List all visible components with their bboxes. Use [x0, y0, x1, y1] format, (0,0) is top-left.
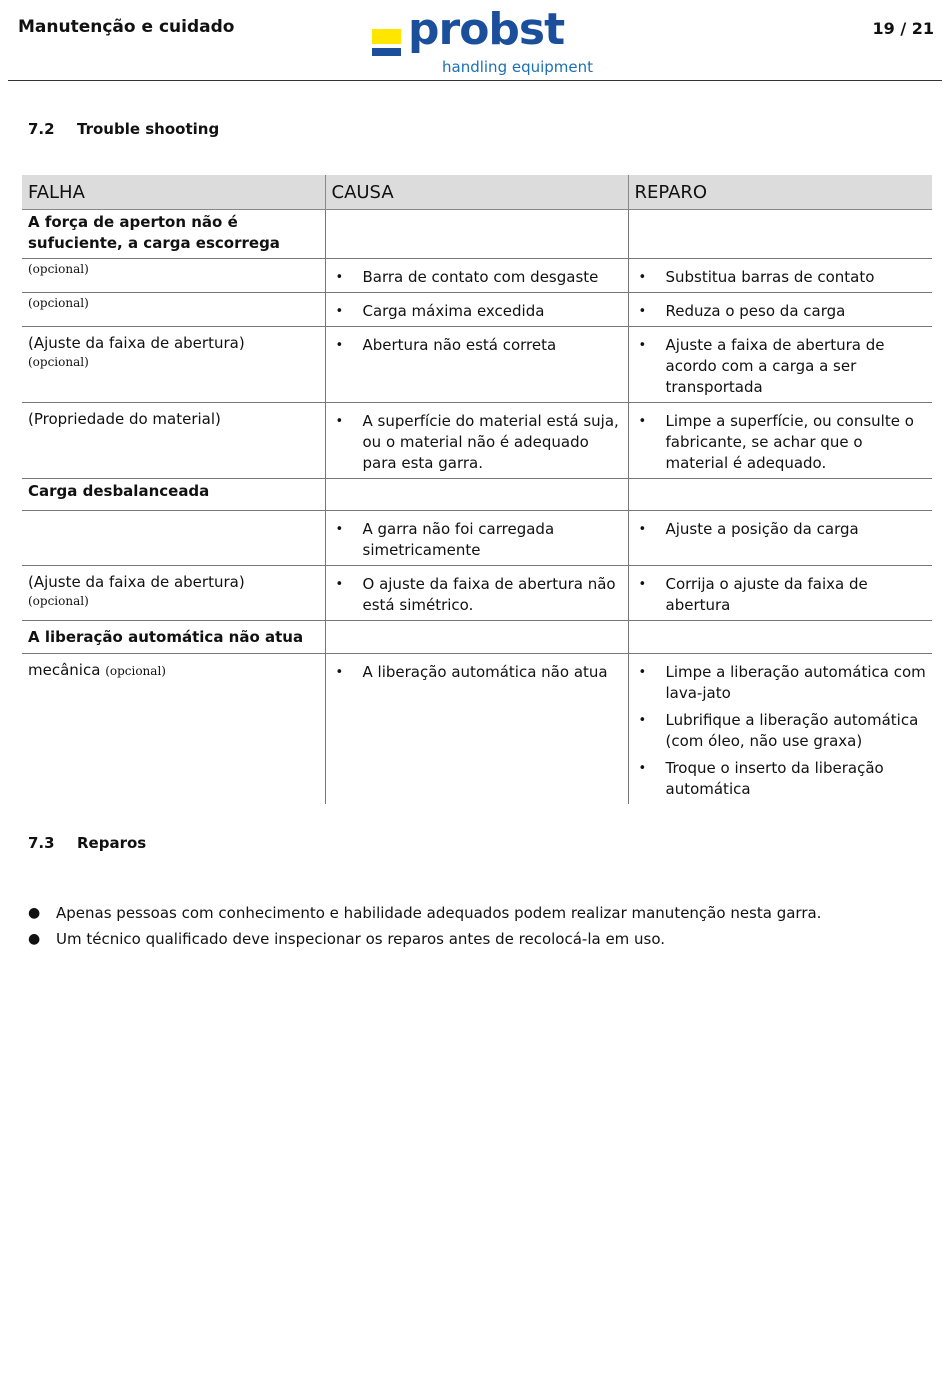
optional-note: (opcional) [28, 355, 89, 369]
table-row [22, 293, 932, 327]
causa-text: O ajuste da faixa de abertura não está simétrico. [362, 575, 616, 614]
causa-text: Carga máxima excedida [362, 302, 545, 320]
reparo-text: Reduza o peso da carga [665, 302, 846, 320]
reparo-text: Corrija o ajuste da faixa de abertura [665, 575, 868, 614]
bullet: • [335, 665, 344, 680]
falha-cell: A liberação automática não atua [22, 621, 325, 654]
falha-cell [22, 654, 325, 805]
bullet: • [335, 304, 344, 319]
causa-cell [325, 293, 628, 327]
header-reparo: REPARO [628, 175, 932, 210]
table-header-row [22, 175, 932, 210]
falha-cell: A força de aperton não é sufuciente, a carga escorrega [22, 210, 325, 259]
falha-cell [22, 259, 325, 293]
list-item [28, 929, 821, 950]
causa-cell [325, 479, 628, 511]
falha-cell: Carga desbalanceada [22, 479, 325, 511]
bullet: • [335, 414, 344, 429]
optional-note: (opcional) [105, 664, 166, 678]
header-divider [8, 80, 942, 81]
bullet: • [638, 270, 647, 285]
header-causa: CAUSA [325, 175, 628, 210]
bullet: • [638, 713, 647, 728]
reparo-text: Ajuste a posição da carga [665, 520, 859, 538]
section-title: Reparos [77, 834, 147, 852]
reparo-cell [628, 403, 932, 479]
falha-cell [22, 293, 325, 327]
table-row [22, 403, 932, 479]
reparo-cell [628, 621, 932, 654]
causa-text: Barra de contato com desgaste [362, 268, 599, 286]
causa-text: Abertura não está correta [362, 336, 557, 354]
header-title: Manutenção e cuidado [18, 17, 235, 37]
header-falha: FALHA [22, 175, 325, 210]
probst-logo [372, 4, 594, 78]
reparo-cell [628, 511, 932, 566]
troubleshooting-table [22, 175, 932, 804]
section-title: Trouble shooting [77, 120, 220, 138]
reparo-text: Troque o inserto da liberação automática [665, 759, 884, 798]
causa-cell [325, 566, 628, 621]
optional-note: (opcional) [28, 296, 89, 310]
bullet: ● [28, 905, 41, 921]
causa-text: A garra não foi carregada simetricamente [362, 520, 555, 559]
table-row [22, 654, 932, 805]
reparo-cell [628, 566, 932, 621]
falha-text: (Ajuste da faixa de abertura) [28, 334, 245, 352]
table-row [22, 259, 932, 293]
table-row [22, 566, 932, 621]
causa-cell [325, 403, 628, 479]
logo-tagline: handling equipment [442, 58, 594, 76]
bullet: • [638, 338, 647, 353]
section-number: 7.2 [28, 120, 55, 138]
optional-note: (opcional) [28, 262, 89, 276]
reparo-text: Limpe a liberação automática com lava-jato [665, 663, 926, 702]
causa-cell [325, 210, 628, 259]
bullet: • [335, 270, 344, 285]
falha-cell [22, 511, 325, 566]
optional-note: (opcional) [28, 594, 89, 608]
table-row [22, 621, 932, 654]
reparo-cell [628, 654, 932, 805]
falha-cell [22, 327, 325, 403]
table-row [22, 210, 932, 259]
causa-cell [325, 259, 628, 293]
table-row [22, 511, 932, 566]
section-number: 7.3 [28, 834, 55, 852]
table-row [22, 479, 932, 511]
falha-cell [22, 566, 325, 621]
causa-cell [325, 621, 628, 654]
table-row [22, 327, 932, 403]
causa-cell [325, 511, 628, 566]
reparo-text: Limpe a superfície, ou consulte o fabricante, se achar que o material é adequado. [665, 412, 914, 472]
list-item [28, 903, 821, 924]
causa-text: A liberação automática não atua [362, 663, 608, 681]
logo-wordmark: probst [408, 4, 565, 55]
falha-text: (Propriedade do material) [28, 410, 221, 428]
bullet: • [638, 665, 647, 680]
bullet: • [638, 522, 647, 537]
reparo-text: Ajuste a faixa de abertura de acordo com a carga a ser transportada [665, 336, 885, 396]
reparo-cell [628, 327, 932, 403]
falha-text: mecânica [28, 661, 101, 679]
reparo-cell [628, 259, 932, 293]
bullet: ● [28, 931, 41, 947]
list-item-text: Apenas pessoas com conhecimento e habilidade adequados podem realizar manutenção nesta garra. [56, 904, 822, 922]
logo-blue-bar [372, 48, 401, 56]
section-7-2-heading [28, 120, 219, 138]
bullet: • [335, 522, 344, 537]
falha-text: (Ajuste da faixa de abertura) [28, 573, 245, 591]
bullet: • [638, 304, 647, 319]
bullet: • [638, 761, 647, 776]
bullet: • [638, 414, 647, 429]
causa-cell [325, 327, 628, 403]
reparo-cell [628, 293, 932, 327]
reparo-cell [628, 210, 932, 259]
falha-cell [22, 403, 325, 479]
section-7-3-heading [28, 834, 146, 852]
reparo-text: Substitua barras de contato [665, 268, 875, 286]
reparo-text: Lubrifique a liberação automática (com óleo, não use graxa) [665, 711, 919, 750]
list-item-text: Um técnico qualificado deve inspecionar os reparos antes de recolocá-la em uso. [56, 930, 666, 948]
page-number: 19 / 21 [872, 19, 934, 38]
reparos-list [28, 903, 821, 955]
reparo-cell [628, 479, 932, 511]
logo-yellow-bar [372, 29, 401, 44]
causa-text: A superfície do material está suja, ou o material não é adequado para esta garra. [362, 412, 619, 472]
causa-cell [325, 654, 628, 805]
bullet: • [335, 338, 344, 353]
bullet: • [335, 577, 344, 592]
bullet: • [638, 577, 647, 592]
